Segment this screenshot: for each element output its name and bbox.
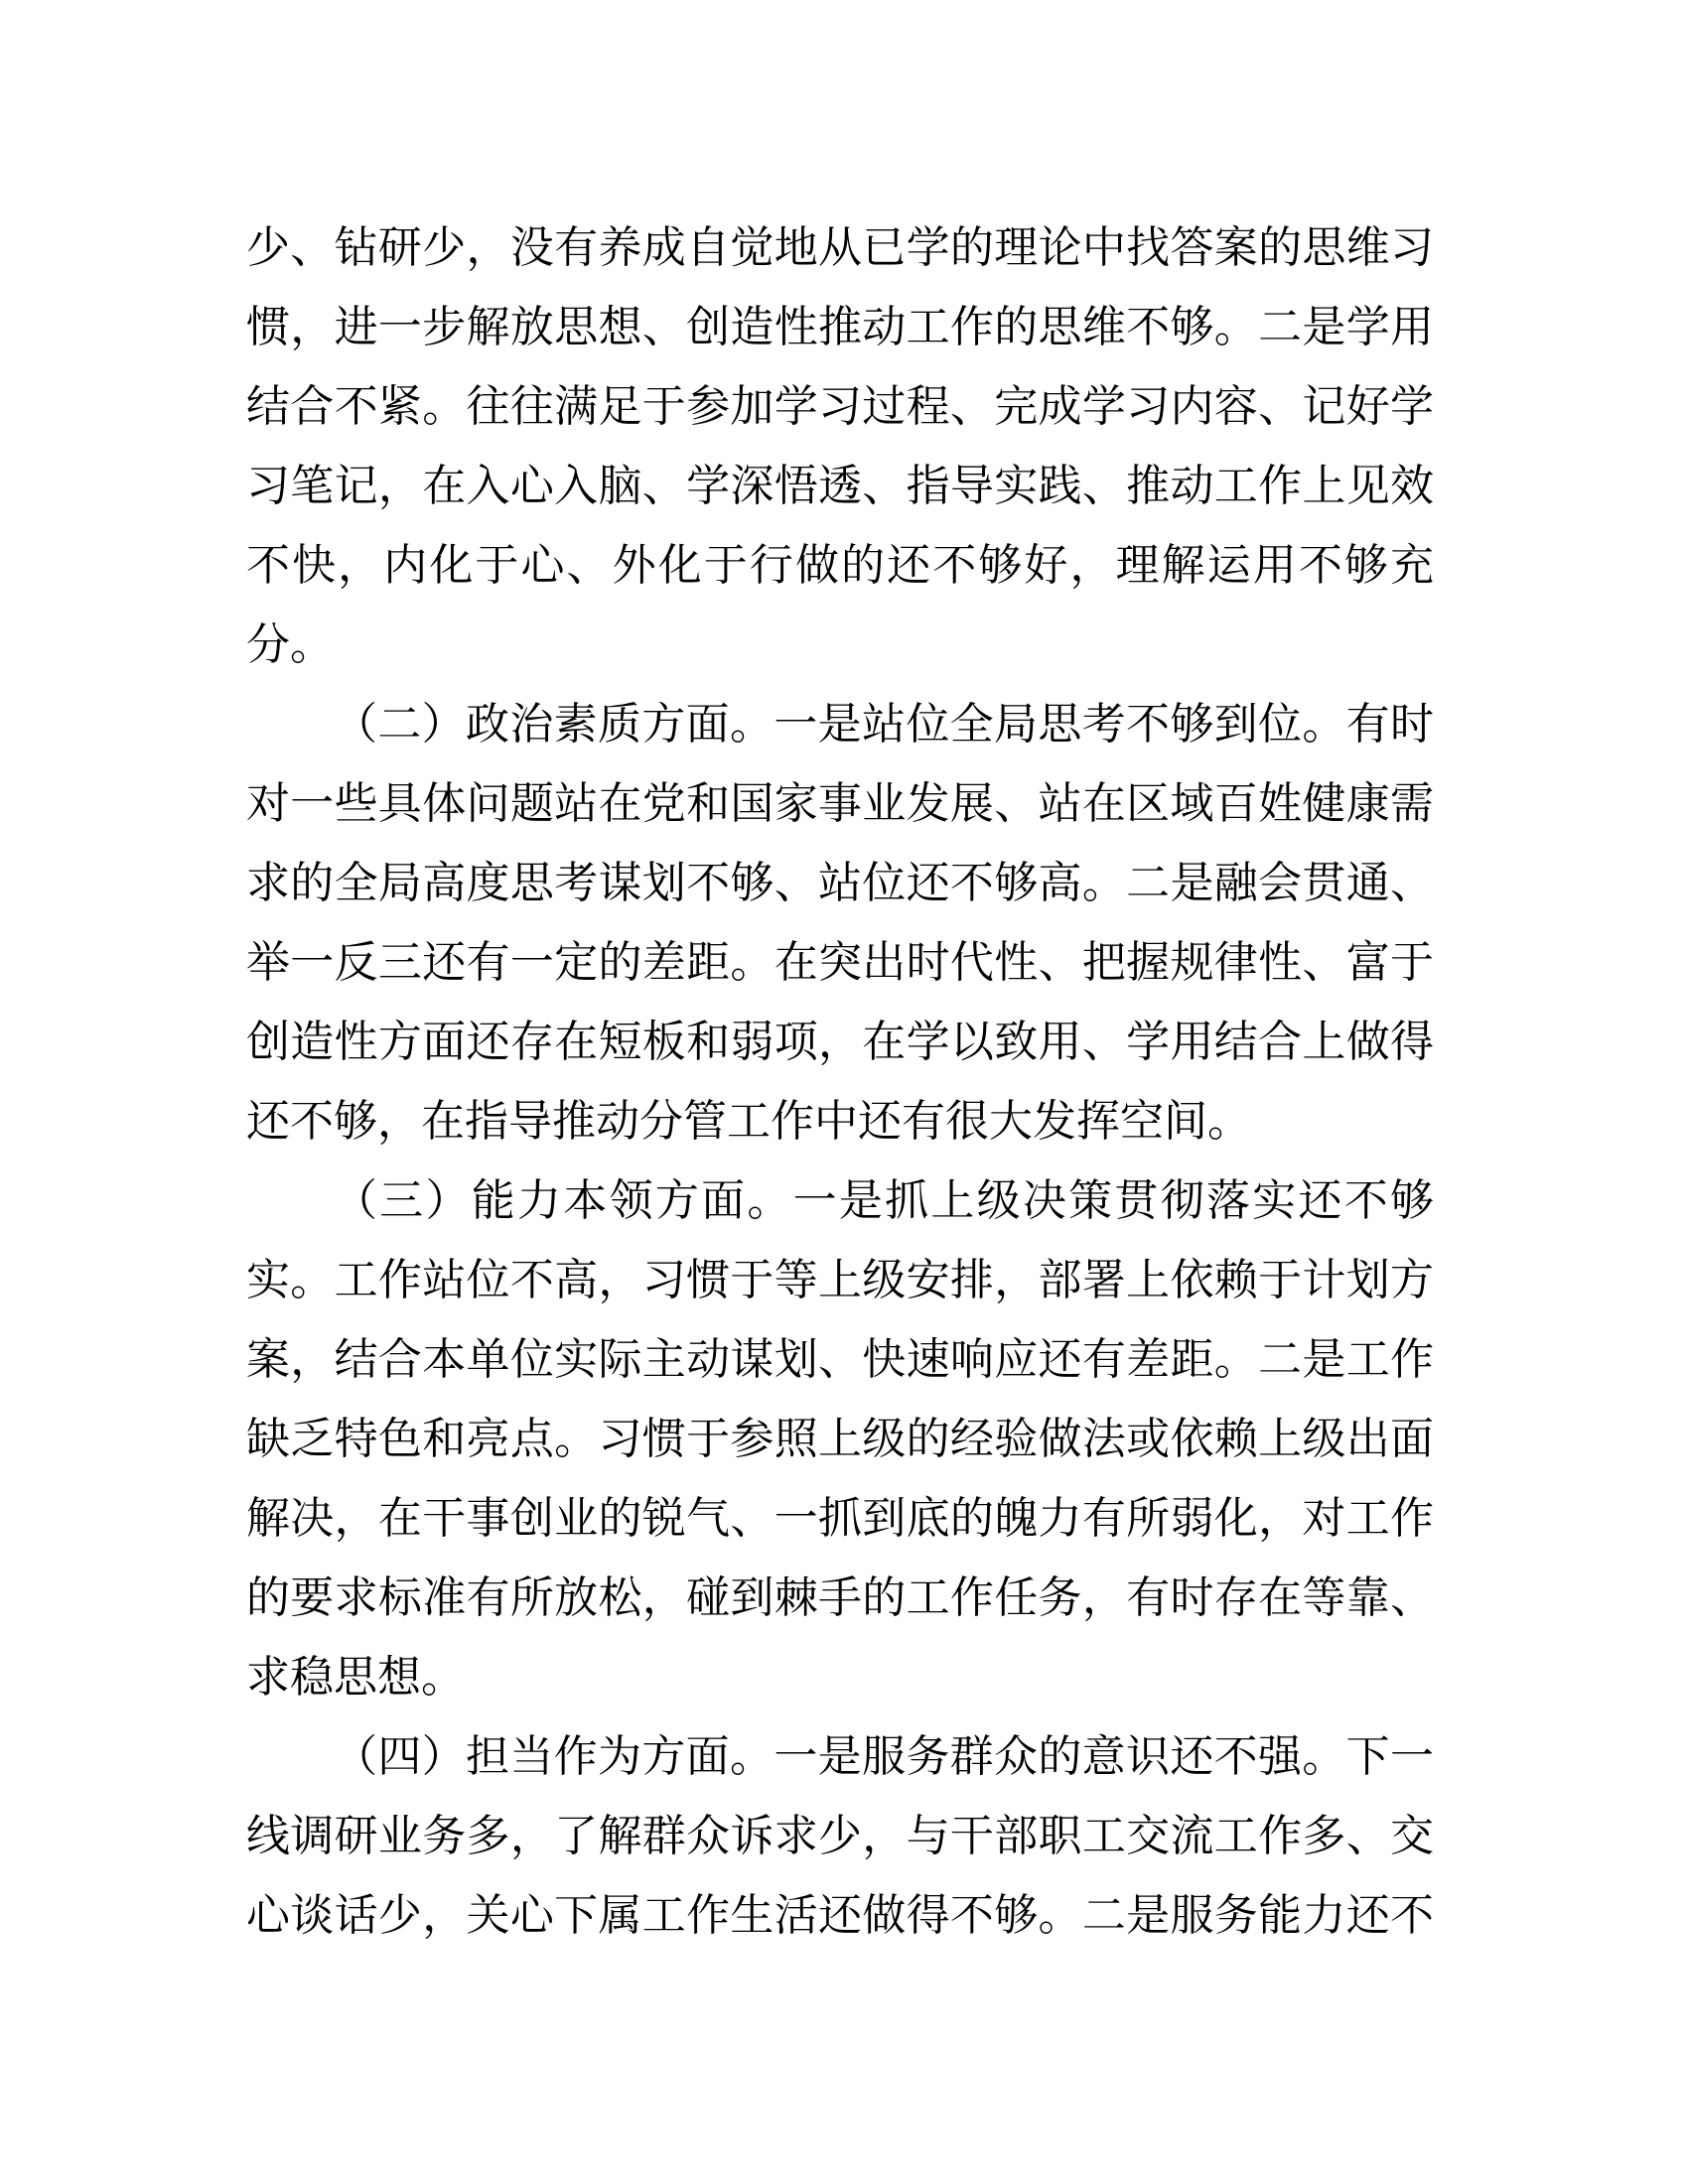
document-body [246,208,1434,1956]
paragraph-responsibility [246,1717,1434,1956]
text-line: （四）担当作为方面。一是服务群众的意识还不强。下一 [334,1732,1434,1781]
text-line: 求稳思想。 [246,1653,465,1702]
text-line: 习笔记，在入心入脑、学深悟透、指导实践、推动工作上见效 [246,462,1434,510]
text-line: 少、钻研少，没有养成自觉地从已学的理论中找答案的思维习 [246,223,1434,272]
text-line: 缺乏特色和亮点。习惯于参照上级的经验做法或依赖上级出面 [246,1415,1434,1463]
text-line: 还不够，在指导推动分管工作中还有很大发挥空间。 [246,1097,1251,1146]
text-line: 解决，在干事创业的锐气、一抓到底的魄力有所弱化，对工作 [246,1494,1434,1543]
text-line: 的要求标准有所放松，碰到棘手的工作任务，有时存在等靠、 [246,1573,1434,1622]
text-line: 惯，进一步解放思想、创造性推动工作的思维不够。二是学用 [246,303,1434,351]
text-line: 不快，内化于心、外化于行做的还不够好，理解运用不够充 [246,541,1434,590]
text-line: 结合不紧。往往满足于参加学习过程、完成学习内容、记好学 [246,382,1434,431]
text-line: 举一反三还有一定的差距。在突出时代性、把握规律性、富于 [246,938,1434,987]
paragraph-continuation-study [246,208,1434,685]
text-line: （三）能力本领方面。一是抓上级决策贯彻落实还不够 [334,1176,1434,1225]
text-line: 创造性方面还存在短板和弱项，在学以致用、学用结合上做得 [246,1018,1434,1066]
text-line: 线调研业务多，了解群众诉求少，与干部职工交流工作多、交 [246,1812,1434,1860]
text-line: 实。工作站位不高，习惯于等上级安排，部署上依赖于计划方 [246,1256,1434,1304]
paragraph-ability [246,1161,1434,1717]
text-line: 对一些具体问题站在党和国家事业发展、站在区域百姓健康需 [246,779,1434,828]
text-line: 分。 [246,620,334,669]
text-line: 求的全局高度思考谋划不够、站位还不够高。二是融会贯通、 [246,859,1434,907]
text-line: 心谈话少，关心下属工作生活还做得不够。二是服务能力还不 [246,1891,1434,1940]
paragraph-political-quality [246,685,1434,1161]
text-line: 案，结合本单位实际主动谋划、快速响应还有差距。二是工作 [246,1335,1434,1384]
text-line: （二）政治素质方面。一是站位全局思考不够到位。有时 [334,700,1434,749]
